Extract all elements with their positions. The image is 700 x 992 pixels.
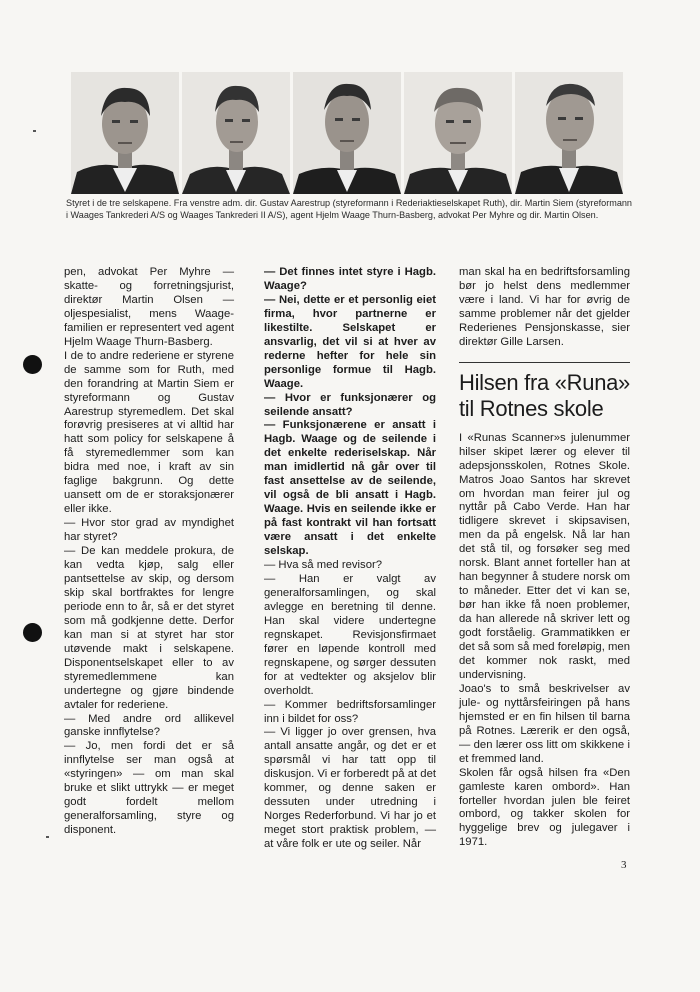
interview-answer-1: — Nei, dette er et personlig eiet firma, hvor partnerne er likestilte. Selskapet er ansvarlig, det vil si at hver av rederne hefter for hele sin personlige formue til Hagb. Waage. (264, 293, 436, 390)
board-member-photo-4 (404, 72, 512, 194)
board-photo-strip (71, 72, 625, 194)
article-headline: Hilsen fra «Runa» til Rotnes skole (459, 362, 630, 422)
board-member-photo-1 (71, 72, 179, 194)
margin-mark (46, 836, 49, 838)
board-member-photo-5 (515, 72, 623, 194)
article-body: I «Runas Scanner»s julenummer hilser skipet lærer og elever til adepsjonsskolen, Rotnes Skole. Matros Joao Santos har skrevet om hvordan man feirer jul og nyttår på Cabo Verde. Han har tidligere skrevet i skipsavisen, men da på engelsk. Nå lar han det stå til, og forsøker seg med norsk. Blant annet forteller han at han begynner å studere norsk om to måneder. Etter det vi kan se, bør han ikke få noen problemer, da han allerede nå skriver lett og godt forståelig. Grammatikken er det så som så med foreløpig, men det kommer nok raskt, med undervisning. Joao's to små beskrivelser av jule- og nyttårsfeiringen på hans hjemsted er en fin hilsen til barna på Rotnes. Lærerik er den også, — den lærer oss litt om skikkene i et fremmed land. Skolen får også hilsen fra «Den gamleste karen ombord». Han forteller hvordan julen ble feiret ombord, og takker skolen for hyggelige brev og julegaver i 1971. (459, 431, 630, 849)
text-column-3 (459, 266, 630, 850)
interview-question-1: — Det finnes intet styre i Hagb. Waage? (264, 266, 436, 292)
text-column-1 (64, 266, 234, 838)
interview-question-2: — Hvor er funksjonærer og seilende ansatt? (264, 391, 436, 418)
column-3-intro-text: man skal ha en bedriftsforsamling bør jo helst dens medlemmer være i land. Vi har for øvrig de samme problemer når det gjelder Rederienes Pensjonskasse, sier direktør Gille Larsen. (459, 266, 630, 348)
text-column-2 (264, 266, 436, 852)
column-2-text: — Hva så med revisor? — Han er valgt av generalforsamlingen, og skal avlegge en beretning til denne. Han skal videre undertegne regnskapet. Revisjonsfirmaet fører en løpende kontroll med regnskapene, og sørger dessuten for at vedtekter og aksjelov blir overholdt. — Kommer bedriftsforsamlinger inn i bildet for oss? — Vi ligger jo over grensen, hva antall ansatte angår, og det er et spørsmål vi har tatt opp til diskusjon. Vi er forberedt på at det kommer, og denne saken er dessuten under utredning i Norges Rederforbund. Vi har jo et meget stort praktisk problem, — at våre folk er ute og seiler. Når (264, 559, 436, 851)
column-1-text: pen, advokat Per Myhre — skatte- og forretningsjurist, direktør Martin Olsen — oljespesialist, mens Waage-familien er representert ved agent Hjelm Waage Thurn-Basberg. I de to andre rederiene er styrene de samme som for Ruth, med den forandring at Martin Siem er styreformann og Gustav Aarestrup styremedlem. Det skal forøvrig presiseres at vi alltid har hatt som policy for selskapene å få styremedlemmer som kan bidra med noe, i kraft av sin faglige bakgrunn. Og dette uansett om de er storaksjonærer eller ikke. — Hvor stor grad av myndighet har styret? — De kan meddele prokura, de kan vedta kjøp, salg eller pantsettelse av skip, og dersom skip skal bortfraktes for lengre periode enn to år, så er det styret som må godkjenne dette. Derfor kan man si at styret har stor utøvende makt i selskapene. Disponentselskapet eller to av styremedlemmene kan undertegne og gjøre bindende avtaler for rederiene. — Med andre ord allikevel ganske innflytelse? — Jo, men fordi det er så innflytelse ser man også at «styringen» — om man skal bruke et slikt uttrykk — er meget godt fordelt mellom generalforsamling, styre og disponent. (64, 266, 234, 837)
photo-caption: Styret i de tre selskapene. Fra venstre adm. dir. Gustav Aarestrup (styreformann i Rederiaktieselskapet Ruth), dir. Martin Siem (styreformann i Waages Tankrederi A/S og Waages Tankrederi II A/S), agent Hjelm Waage Thurn-Basberg, advokat Per Myhre og dir. Martin Olsen. (66, 198, 632, 221)
board-member-photo-3 (293, 72, 401, 194)
interview-answer-2: — Funksjonærene er ansatt i Hagb. Waage og de seilende i det enkelte rederiselskap. Når man imidlertid nå går over til fast ansettelse av de seilende, vil også de bli ansatt i Hagb. Waage. Hvis en seilende ikke er på fast kontrakt vil han fortsatt være ansatt i det enkelte selskap. (264, 419, 436, 558)
margin-mark (33, 130, 36, 132)
binder-hole-bottom (23, 623, 42, 642)
board-member-photo-2 (182, 72, 290, 194)
page-number: 3 (621, 859, 627, 871)
binder-hole-top (23, 355, 42, 374)
